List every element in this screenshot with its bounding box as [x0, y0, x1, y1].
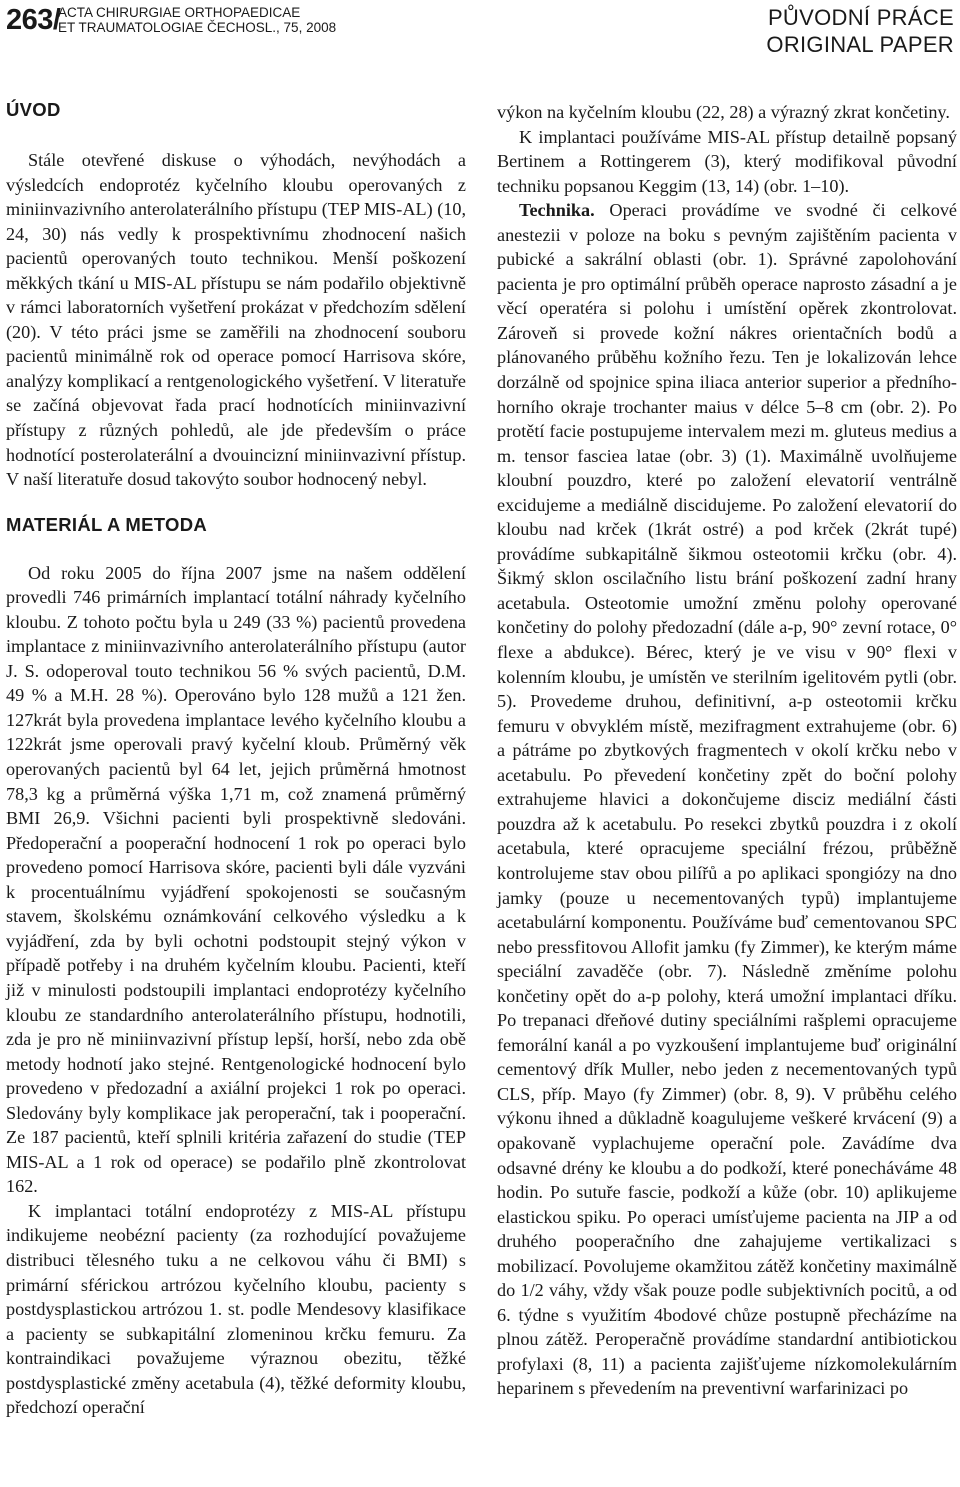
article-type-cz: PŮVODNÍ PRÁCE	[767, 5, 954, 30]
continued-paragraph: výkon na kyčelním kloubu (22, 28) a výrazný zkrat končetiny.	[497, 102, 950, 122]
technique-text: Operaci provádíme ve svodné či celkové anestezii v poloze na boku s pevným zajištěním pacienta v pubické a sakrální oblasti (obr. 1). Správné zapolohování pacienta je pro optimální průběh operace naprosto zásadní a je věcí operatéra si polohu i umístění opěrek zkontrolovat. Zároveň si provede kožní nákres orientačních bodů a plánovaného průběhu kožního řezu. Ten je lokalizován lehce dorzálně od spojnice spina iliaca anterior superior a předního-horního okraje trochanter maius v délce 5–8 cm (obr. 2). Po protětí facie postupujeme intervalem mezi m. gluteus medius a m. tensor fasciea latae (obr. 3) (1). Maximálně uvolňujeme kloubní pouzdro, které po založení elevatorií ventrálně excidujeme a mediálně discidujeme. Po založení elevatorií do kloubu nad krček (1krát ostré) a pod krček (2krát tupé) provádíme subkapitálně šikmou osteotomii krčku (obr. 4). Šikmý sklon oscilačního listu brání poškození zadní hrany acetabula. Osteotomie umožní změnu polohy operované končetiny do polohy předozadní (dále a-p, 90° zevní rotace, 0° flexe a abdukce). Bérec, který je ve visu v 90° flexi v kolenním kloubu, je umístěn ve sterilním igelitovém pytli (obr. 5). Provedeme druhou, definitivní, a-p osteotomii krčku femuru v obvyklém místě, mezifragment extrahujeme (obr. 6) a pátráme po zbytkových fragmentech v okolí krčku nebo v acetabulu. Po převedení končetiny zpět do boční polohy extrahujeme hlavici a dokončujeme disciz mediální části pouzdra až k acetabulu. Po resekci zbytků pouzdra i z okolí acetabula, které opracujeme speciální frézou, průběžně kontrolujeme stav obou pilířů a po aplikaci spongiózy na dno jamky (pouze u necementovaných typů) implantujeme acetabulární komponentu. Používáme buď cementovanou SPC nebo pressfitovou Allofit jamku (fy Zimmer), ke kterým máme speciální zavaděče (obr. 7). Následně změníme polohu končetiny opět do a-p polohy, která umožní implantaci dříku. Po trepanaci dřeňové dutiny speciálními rašplemi opracujeme femorální kanál a po vyzkoušení implantujeme buď originální cementový dřík Muller, nebo jeden z necementovaných typů CLS, příp. Mayo (fy Zimmer) (obr. 8, 9). V průběhu celého výkonu ihned a důkladně koagulujeme veškeré krvácení (9) a opakovaně vyplachujeme operační pole. Zavádíme dva odsavné drény ke kloubu a do podkoží, které ponecháváme 48 hodin. Po sutuře fascie, podkoží a kůže (obr. 10) aplikujeme elastickou spiku. Po operaci umísťujeme pacienta na JIP a od druhého pooperačního dne zahajujeme vertikalizaci s mobilizací. Povolujeme okamžitou zátěž končetiny maximálně do 1/2 váhy, vždy však pouze podle subjektivních pocitů, a od 6. týdne s využitím 4bodové chůze postupně přecházíme na plnou zátěž. Peroperačně provádíme standardní antibiotickou profylaxi (8, 11) a pacienta zajišťujeme nízkomolekulárním heparinem s převedením na preventivní warfarinizaci po	[497, 200, 957, 1399]
section-heading-intro: ÚVOD	[6, 99, 61, 120]
article-type-en: ORIGINAL PAPER	[766, 32, 954, 57]
journal-title-line2: ET TRAUMATOLOGIAE ČECHOSL., 75, 2008	[58, 19, 337, 35]
intro-paragraph: Stále otevřené diskuse o výhodách, nevýhodách a výsledcích endoprotéz kyčelního kloubu operovaných z miniinvazivního anterolaterálního přístupu (TEP MIS-AL) (10, 24, 30) nás vedly k prospektivnímu zhodnocení našich pacientů operovaných touto technikou. Menší poškození měkkých tkání u MIS-AL přístupu se nám podařilo objektivně v rámci laboratorních vyšetření prokázat v předchozím sdělení (20). V této práci jsme se zaměřili na zhodnocení souboru pacientů minimálně rok od operace pomocí Harrisova skóre, analýzy komplikací a rentgenologického vyšetření. V literatuře se začíná objevovat řada prací hodnotících miniinvazivní přístupy z různých pohledů, ale jde především o práce hodnotící posterolaterální a dvouincizní miniinvazivní přístup. V naší literatuře dosud takovýto soubor hodnocený nebyl.	[6, 150, 466, 490]
section-heading-methods: MATERIÁL A METODA	[6, 513, 208, 535]
methods-paragraph-2: K implantaci totální endoprotézy z MIS-AL přístupu indikujeme neobézní pacienty (za rozhodující považujeme distribuci tělesného tuku a ne celkovou váhu či BMI) s primární sférickou artrózou kyčelního kloubu, pacienty s postdysplastickou artrózou 1. st. podle Mendesovy klasifikace a pacienty se subkapitální zlomeninou krčku femuru. Za kontraindikaci považujeme výraznou obezitu, těžké postdysplastické změny acetabula (4), těžké deformity kloubu, předchozí operační	[6, 1200, 466, 1418]
technique-paragraph	[497, 198, 957, 1401]
methods-paragraph-1: Od roku 2005 do října 2007 jsme na našem oddělení provedli 746 primárních implantací totální náhrady kyčelního kloubu. Z tohoto počtu byla u 249 (33 %) pacientů provedena implantace z miniinvazivního anterolaterálního přístupu (autor J. S. odoperoval touto technikou 56 % svých pacientů, D.M. 49 % a M.H. 28 %). Operováno bylo 128 mužů a 121 žen. 127krát byla provedena implantace levého kyčelního kloubu a 122krát jsme operovali pravý kyčelní kloub. Průměrný věk operovaných pacientů byl 64 let, jejich průměrná hmotnost 78,3 kg a průměrná výška 1,71 m, což znamená průměrný BMI 26,9. Všichni pacienti byli prospektivně sledováni. Předoperační a pooperační hodnocení 1 rok po operaci bylo provedeno pomocí Harrisova skóre, pacienti byli dále vyzváni k procentuálnímu vyjádření spokojenosti se současným stavem, školskému oznámkování celkového výsledku a k vyjádření, zda by byli ochotni podstoupit stejný výkon v případě potřeby i na druhém kyčelním kloubu. Pacienti, kteří již v minulosti podstoupili implantaci endoprotézy kyčelního kloubu ze standardního anterolaterálního přístupu, hodnotili, zda je pro ně miniinvazivní přístup lepší, horší, nebo zda obě metody hodnotí jako stejné. Rentgenologické hodnocení bylo provedeno v předozadní a axiální projekci 1 rok po operaci. Sledovány byly komplikace jak peroperační, tak i pooperační. Ze 187 pacientů, kteří splnili kritéria zařazení do studie (TEP MIS-AL a 1 rok od operace) se podařilo plně zkontrolovat 162.	[6, 562, 466, 1197]
left-column	[6, 98, 466, 1420]
page-header	[0, 0, 960, 62]
journal-title	[58, 6, 336, 35]
approach-paragraph: K implantaci používáme MIS-AL přístup detailně popsaný Bertinem a Rottingerem (3), který modifikoval původní techniku popsanou Keggim (13, 14) (obr. 1–10).	[497, 126, 957, 196]
journal-title-line1: ACTA CHIRURGIAE ORTHOPAEDICAE	[58, 5, 301, 20]
page-number: 263/	[6, 4, 61, 36]
article-type	[766, 4, 954, 58]
technique-label: Technika.	[519, 200, 595, 221]
right-column	[497, 100, 957, 1401]
